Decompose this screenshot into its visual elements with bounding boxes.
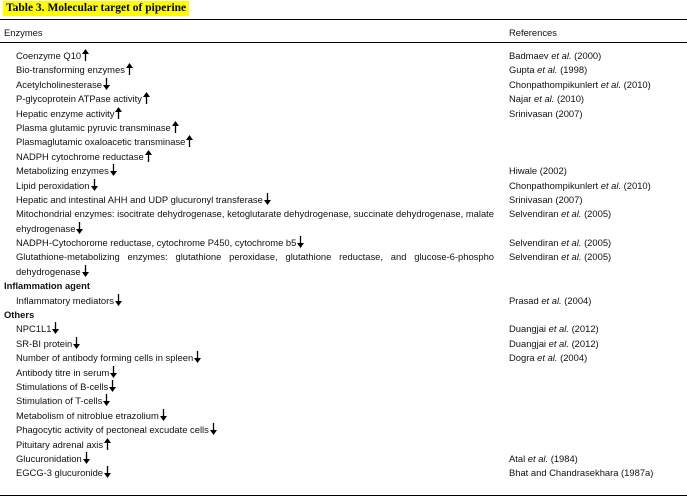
reference-cell <box>509 236 687 250</box>
reference-cell <box>509 322 687 336</box>
reference-cell <box>509 452 687 466</box>
table-row <box>0 394 687 408</box>
enzyme-name: Mitochondrial enzymes: isocitrate dehydrogenase, ketoglutarate dehydrogenase, succinate dehydrogenase, malate ehydrogenase <box>16 208 494 234</box>
enzyme-cell <box>16 452 494 466</box>
enzyme-cell <box>16 92 494 106</box>
down-arrow-icon <box>76 222 83 234</box>
up-arrow-icon <box>172 121 179 133</box>
bottom-rule <box>0 495 687 496</box>
enzyme-cell <box>16 63 494 77</box>
enzyme-name: EGCG-3 glucuronide <box>16 467 104 479</box>
reference-author: Selvendiran <box>509 208 559 220</box>
down-arrow-icon <box>109 380 116 392</box>
down-arrow-icon <box>104 466 111 478</box>
enzyme-cell <box>16 351 494 365</box>
reference-cell <box>509 92 687 106</box>
reference-author: Chonpathompikunlert <box>509 179 599 191</box>
reference-author: Duangjai <box>509 323 547 335</box>
reference-cell <box>509 63 687 77</box>
section-heading-row <box>0 279 687 293</box>
reference-cell <box>509 107 687 121</box>
reference-author: Dogra <box>509 352 535 364</box>
table-row <box>0 207 687 236</box>
reference-cell <box>509 250 687 264</box>
table-row <box>0 78 687 92</box>
enzyme-name: Coenzyme Q10 <box>16 50 82 61</box>
section-heading <box>4 308 482 322</box>
down-arrow-icon <box>110 164 117 176</box>
down-arrow-icon <box>82 265 89 277</box>
up-arrow-icon <box>115 107 122 119</box>
enzyme-name: Hepatic enzyme activity <box>16 107 115 119</box>
reference-cell <box>509 207 687 221</box>
enzyme-cell <box>16 150 494 164</box>
reference-cell <box>509 164 687 178</box>
reference-etal: et al. <box>541 294 562 306</box>
reference-etal: et al. <box>551 50 572 61</box>
enzyme-cell <box>16 366 494 380</box>
section-heading-row <box>0 308 687 322</box>
enzyme-name: Lipid peroxidation <box>16 179 90 191</box>
up-arrow-icon <box>104 438 111 450</box>
enzyme-name: Bio-transforming enzymes <box>16 64 125 76</box>
table-row <box>0 351 687 365</box>
enzyme-name: Number of antibody forming cells in spleen <box>16 352 194 364</box>
reference-etal: et al. <box>600 78 622 90</box>
reference-etal: et al. <box>548 337 569 349</box>
reference-author: Srinivasan (2007) <box>509 193 583 205</box>
enzyme-cell <box>16 250 494 279</box>
enzyme-cell <box>16 107 494 121</box>
down-arrow-icon <box>52 322 59 334</box>
reference-author: Hiwale (2002) <box>509 165 567 177</box>
enzyme-cell <box>16 164 494 178</box>
reference-etal: et al. <box>548 323 569 335</box>
top-rule <box>0 19 687 20</box>
enzyme-cell <box>16 294 494 308</box>
table-row <box>0 107 687 121</box>
enzyme-name: Metabolism of nitroblue etrazolium <box>16 409 159 421</box>
enzyme-cell <box>16 193 494 207</box>
down-arrow-icon <box>115 294 122 306</box>
reference-etal: et al. <box>561 237 582 249</box>
enzyme-name: Stimulation of T-cells <box>16 395 103 407</box>
table-row <box>0 193 687 207</box>
up-arrow-icon <box>186 135 193 147</box>
enzyme-cell <box>16 121 494 135</box>
reference-cell <box>509 78 687 92</box>
table-row <box>0 150 687 164</box>
down-arrow-icon <box>83 452 90 464</box>
up-arrow-icon <box>126 63 133 75</box>
up-arrow-icon <box>82 49 89 61</box>
enzyme-name: Hepatic and intestinal AHH and UDP glucuronyl transferase <box>16 193 263 205</box>
table-row <box>0 121 687 135</box>
reference-year: (2010) <box>556 93 585 105</box>
table-row <box>0 179 687 193</box>
enzyme-name: Antibody titre in serum <box>16 366 110 378</box>
table-row <box>0 466 687 480</box>
down-arrow-icon <box>103 78 110 90</box>
enzyme-name: Plasmaglutamic oxaloacetic transminase <box>16 136 186 148</box>
table-row <box>0 49 687 63</box>
reference-author: Duangjai <box>509 337 547 349</box>
down-arrow-icon <box>110 366 117 378</box>
reference-year: (2000) <box>574 50 602 61</box>
enzyme-cell <box>16 394 494 408</box>
enzyme-cell <box>16 337 494 351</box>
table-row <box>0 452 687 466</box>
down-arrow-icon <box>91 179 98 191</box>
up-arrow-icon <box>145 150 152 162</box>
reference-cell <box>509 179 687 193</box>
column-header-references: References <box>509 27 557 38</box>
table-row <box>0 92 687 106</box>
enzyme-cell <box>16 135 494 149</box>
enzyme-cell <box>16 179 494 193</box>
reference-etal: et al. <box>527 452 549 464</box>
reference-etal: et al. <box>537 64 558 76</box>
column-header-enzymes: Enzymes <box>4 27 43 38</box>
enzyme-cell <box>16 466 494 480</box>
reference-author: Gupta <box>509 64 535 76</box>
table-title: Molecular target of piperine <box>47 2 187 14</box>
down-arrow-icon <box>160 409 167 421</box>
enzyme-name: Glucuronidation <box>16 452 82 464</box>
up-arrow-icon <box>143 92 150 104</box>
enzyme-name: Inflammation agent <box>4 280 90 292</box>
reference-cell <box>509 193 687 207</box>
enzyme-cell <box>16 409 494 423</box>
reference-cell <box>509 49 687 63</box>
reference-year: (2012) <box>571 337 599 349</box>
table-row <box>0 294 687 308</box>
enzyme-cell <box>16 322 494 336</box>
reference-etal: et al. <box>600 179 622 191</box>
reference-year: (2004) <box>560 352 588 364</box>
table-row <box>0 135 687 149</box>
enzyme-cell <box>16 380 494 394</box>
reference-year: (2005) <box>584 251 612 263</box>
reference-author: Najar <box>509 93 532 105</box>
down-arrow-icon <box>73 337 80 349</box>
enzyme-name: NADPH-Cytochorome reductase, cytochrome P450, cytochrome b5 <box>16 237 297 249</box>
down-arrow-icon <box>210 423 217 435</box>
enzyme-name: Plasma glutamic pyruvic transminase <box>16 121 171 133</box>
reference-author: Selvendiran <box>509 237 559 249</box>
table-row <box>0 250 687 279</box>
enzyme-name: NPC1L1 <box>16 323 52 335</box>
down-arrow-icon <box>297 236 304 248</box>
table-row <box>0 366 687 380</box>
enzyme-name: Glutathione-metabolizing enzymes: glutathione peroxidase, glutathione reductase, and glucose-6-phospho dehydrogenase <box>16 251 494 277</box>
enzyme-cell <box>16 236 494 250</box>
enzyme-cell <box>16 423 494 437</box>
table-row <box>0 438 687 452</box>
enzyme-name: Acetylcholinesterase <box>16 78 102 90</box>
reference-author: Prasad <box>509 294 539 306</box>
table-row <box>0 164 687 178</box>
reference-etal: et al. <box>537 352 558 364</box>
enzyme-name: P-glycoprotein ATPase activity <box>16 93 142 105</box>
table-row <box>0 236 687 250</box>
reference-year: (2010) <box>623 78 651 90</box>
section-heading <box>4 279 482 293</box>
reference-etal: et al. <box>534 93 555 105</box>
enzyme-name: Phagocytic activity of pectoneal excudate cells <box>16 424 209 436</box>
table-label: Table 3. <box>6 2 45 14</box>
reference-year: (2012) <box>571 323 599 335</box>
reference-author: Bhat and Chandrasekhara (1987a) <box>509 467 654 479</box>
reference-year: (1998) <box>560 64 588 76</box>
header-rule <box>0 42 687 43</box>
table-row <box>0 409 687 423</box>
table-row <box>0 322 687 336</box>
reference-author: Srinivasan (2007) <box>509 107 583 119</box>
down-arrow-icon <box>103 394 110 406</box>
reference-year: (2010) <box>623 179 651 191</box>
reference-etal: et al. <box>561 208 582 220</box>
down-arrow-icon <box>194 351 201 363</box>
reference-cell <box>509 294 687 308</box>
reference-author: Atal <box>509 452 526 464</box>
enzyme-name: Pituitary adrenal axis <box>16 438 104 450</box>
table-caption <box>3 1 189 16</box>
down-arrow-icon <box>264 193 271 205</box>
table-row <box>0 423 687 437</box>
enzyme-name: Metabolizing enzymes <box>16 165 109 177</box>
reference-year: (2004) <box>564 294 592 306</box>
enzyme-name: NADPH cytochrome reductase <box>16 150 144 162</box>
reference-year: (1984) <box>550 452 578 464</box>
reference-year: (2005) <box>584 208 612 220</box>
enzyme-name: Inflammatory mediators <box>16 294 114 306</box>
reference-cell <box>509 337 687 351</box>
enzyme-cell <box>16 207 494 236</box>
enzyme-cell <box>16 438 494 452</box>
enzyme-name: SR-BI protein <box>16 337 73 349</box>
enzyme-cell <box>16 78 494 92</box>
reference-etal: et al. <box>561 251 582 263</box>
table-row <box>0 337 687 351</box>
reference-author: Badmaev <box>509 50 549 61</box>
enzyme-cell <box>16 49 494 63</box>
table-row <box>0 63 687 77</box>
reference-cell <box>509 466 687 480</box>
reference-author: Chonpathompikunlert <box>509 78 599 90</box>
table-body <box>0 49 687 481</box>
reference-year: (2005) <box>584 237 612 249</box>
reference-cell <box>509 351 687 365</box>
table-row <box>0 380 687 394</box>
enzyme-name: Others <box>4 309 35 321</box>
reference-author: Selvendiran <box>509 251 559 263</box>
enzyme-name: Stimulations of B-cells <box>16 381 109 393</box>
